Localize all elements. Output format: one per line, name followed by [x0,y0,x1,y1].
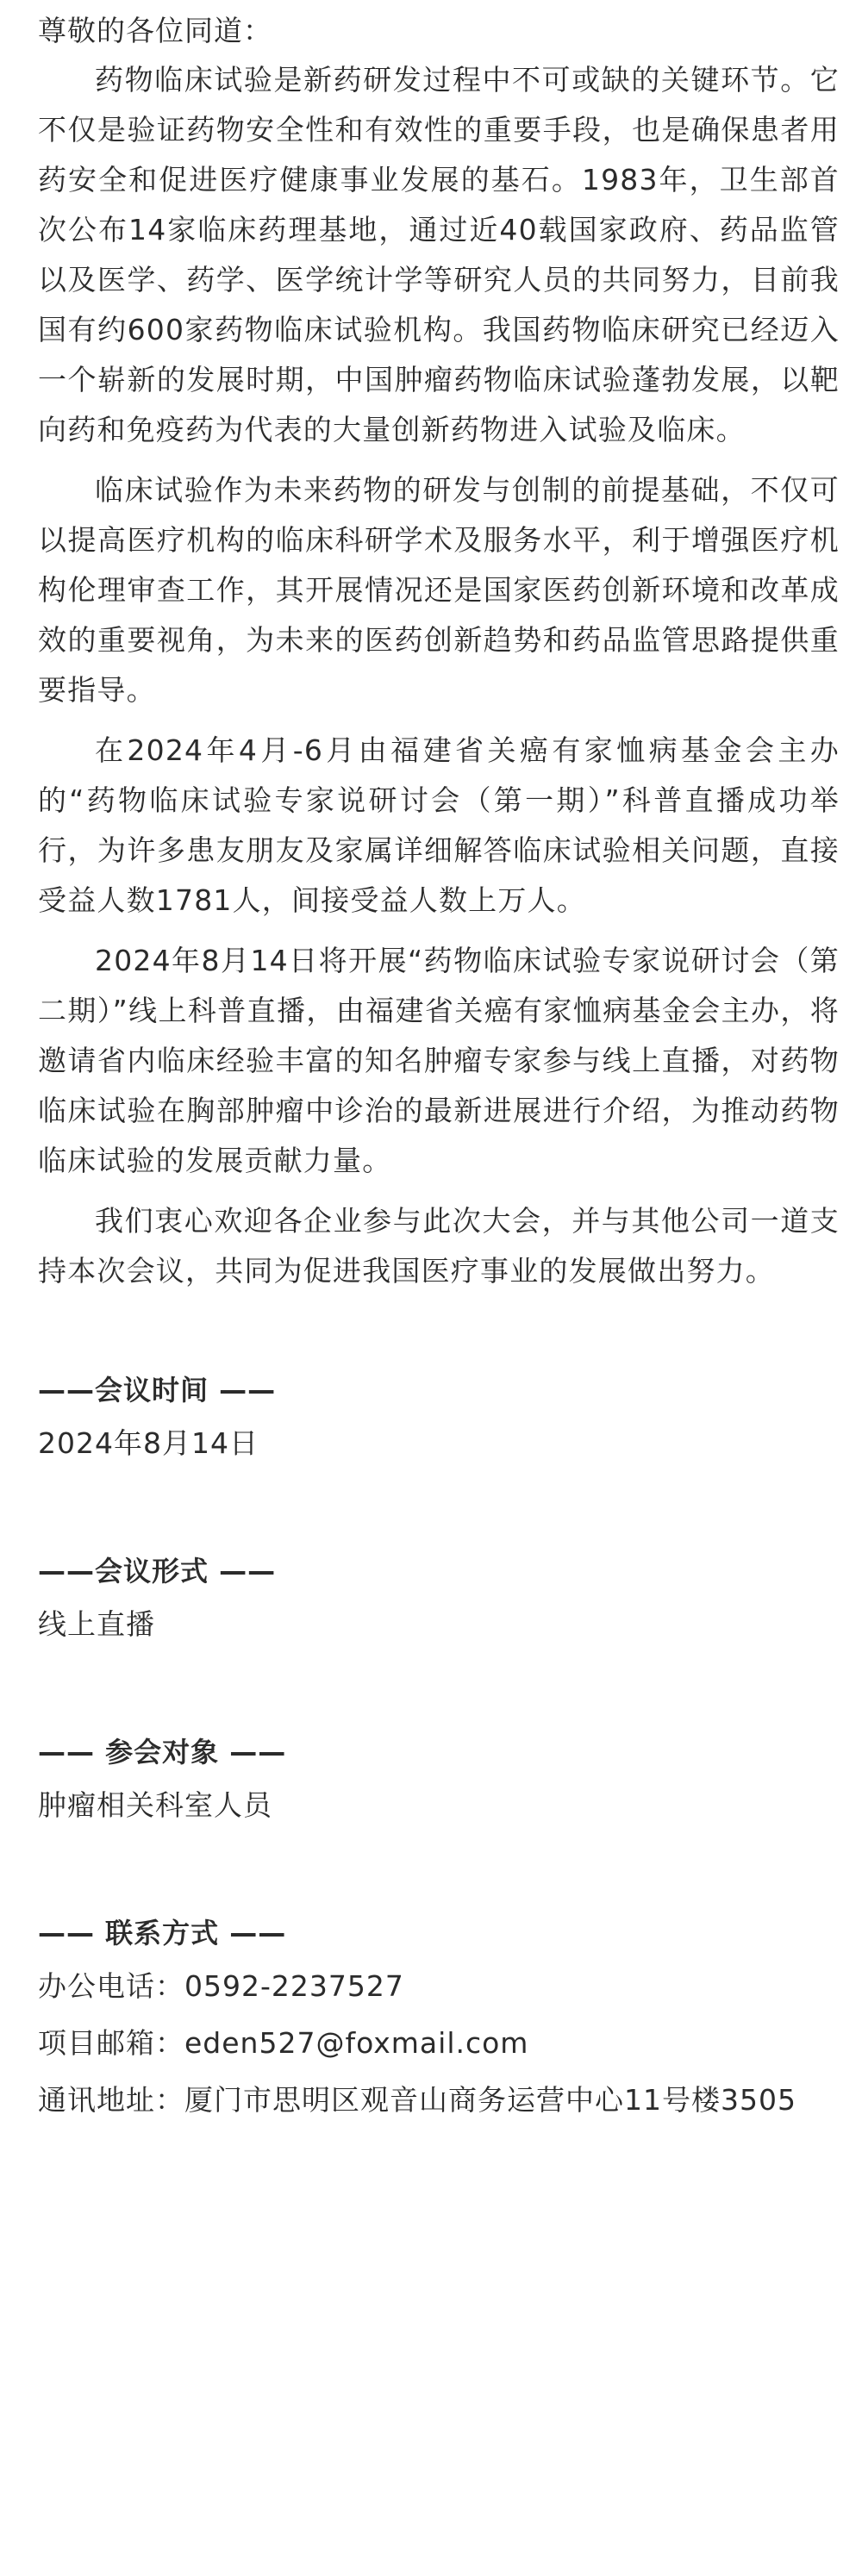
section-audience [38,1727,840,1834]
contact-address: 通讯地址：厦门市思明区观音山商务运营中心11号楼3505 [38,2083,796,2117]
paragraph-first-session: 在2024年4月-6月由福建省关癌有家恤病基金会主办的“药物临床试验专家说研讨会（第一期）”科普直播成功举行，为许多患友朋友及家属详细解答临床试验相关问题，直接受益人数1781人，间接受益人数上万人。 [38,733,840,917]
section-meeting-format [38,1546,840,1653]
section-title-audience: —— 参会对象 —— [38,1736,287,1768]
paragraph-significance: 临床试验作为未来药物的研发与创制的前提基础，不仅可以提高医疗机构的临床科研学术及服务水平，利于增强医疗机构伦理审查工作，其开展情况还是国家医药创新环境和改革成效的重要视角，为未来的医药创新趋势和药品监管思路提供重要指导。 [38,473,840,707]
spacer [38,1653,840,1727]
greeting: 尊敬的各位同道： [38,14,272,47]
contact-phone: 办公电话：0592-2237527 [38,1969,404,2003]
paragraph-second-session: 2024年8月14日将开展“药物临床试验专家说研讨会（第二期）”线上科普直播，由福建省关癌有家恤病基金会主办，将邀请省内临床经验丰富的知名肿瘤专家参与线上直播，对药物临床试验在胸部肿瘤中诊治的最新进展进行介绍，为推动药物临床试验的发展贡献力量。 [38,944,840,1177]
audience-value: 肿瘤相关科室人员 [38,1788,272,1822]
meeting-time-value: 2024年8月14日 [38,1426,259,1460]
document-body [38,9,840,2129]
spacer [38,1472,840,1546]
section-title-meeting-format: ——会议形式 —— [38,1555,277,1587]
section-title-contact: —— 联系方式 —— [38,1917,287,1949]
contact-email[interactable]: 项目邮箱：eden527@foxmail.com [38,2026,529,2060]
paragraph-invitation: 我们衷心欢迎各企业参与此次大会，并与其他公司一道支持本次会议，共同为促进我国医疗事业的发展做出努力。 [38,1204,840,1288]
section-title-meeting-time: ——会议时间 —— [38,1374,277,1407]
spacer [38,1834,840,1908]
section-contact [38,1908,840,2129]
meeting-format-value: 线上直播 [38,1607,155,1641]
section-meeting-time [38,1365,840,1472]
spacer [38,1307,840,1365]
paragraph-intro: 药物临床试验是新药研发过程中不可或缺的关键环节。它不仅是验证药物安全性和有效性的重要手段，也是确保患者用药安全和促进医疗健康事业发展的基石。1983年，卫生部首次公布14家临床药理基地，通过近40载国家政府、药品监管以及医学、药学、医学统计学等研究人员的共同努力，目前我国有约600家药物临床试验机构。我国药物临床研究已经迈入一个崭新的发展时期，中国肿瘤药物临床试验蓬勃发展，以靶向药和免疫药为代表的大量创新药物进入试验及临床。 [38,63,840,446]
